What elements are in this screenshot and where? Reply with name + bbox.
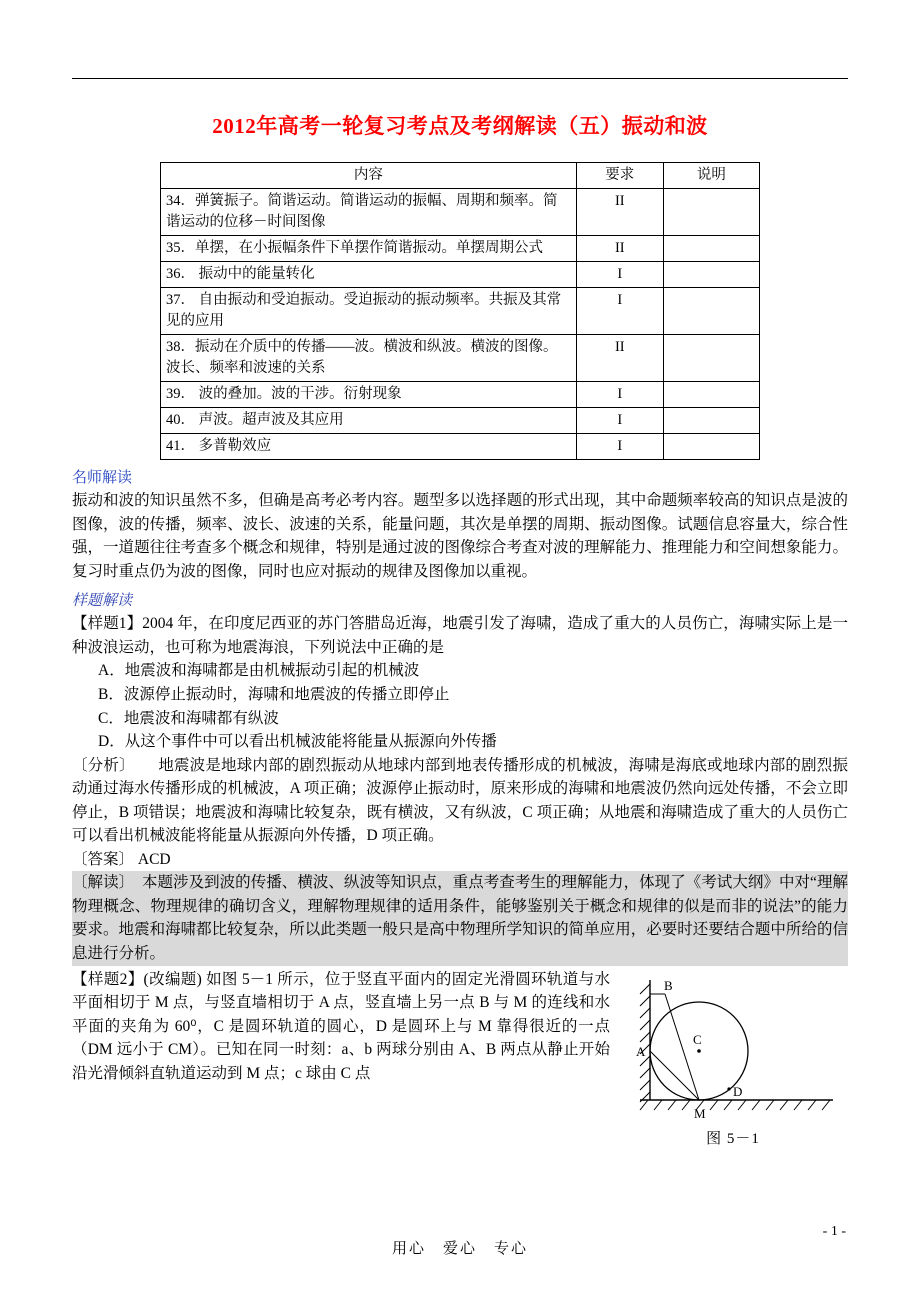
label-M: M <box>694 1105 706 1120</box>
answer-paragraph <box>72 848 848 872</box>
row-requirement: I <box>576 382 663 408</box>
row-requirement: I <box>576 288 663 335</box>
column-header-note: 说明 <box>663 163 759 189</box>
table-row <box>161 382 760 408</box>
row-note <box>663 288 759 335</box>
row-requirement: I <box>576 262 663 288</box>
row-requirement: I <box>576 408 663 434</box>
header-rule <box>72 78 848 79</box>
row-content: 38．振动在介质中的传播——波。横波和纵波。横波的图像。波长、频率和波速的关系 <box>161 335 577 382</box>
sample1-option-a: A．地震波和海啸都是由机械振动引起的机械波 <box>98 662 420 680</box>
analysis-text: 地震波是地球内部的剧烈振动从地球内部到地表传播形成的机械波，海啸是海底或地球内部的剧烈振动通过海水传播形成的机械波，A 项正确；波源停止振动时，原来形成的海啸和地震波仍然向远处传播，不会立即停止，B 项错误；地震波和海啸比较复杂，既有横波，又有纵波，C 项正确；从地震和海啸造成了重大的人员伤亡可以看出机械波能将能量从振源向外传播，D 项正确。 <box>72 756 848 845</box>
label-C: C <box>693 1031 702 1047</box>
table-row <box>161 408 760 434</box>
table-row <box>161 189 760 236</box>
table-row <box>161 434 760 460</box>
row-note <box>663 189 759 236</box>
row-content: 37． 自由振动和受迫振动。受迫振动的振动频率。共振及其常见的应用 <box>161 288 577 335</box>
row-note <box>663 335 759 382</box>
row-note <box>663 434 759 460</box>
label-D: D <box>733 1083 743 1099</box>
page-number: - 1 - <box>822 1224 846 1239</box>
sample2-block <box>72 968 848 1147</box>
label-A: A <box>636 1043 646 1059</box>
sample1-option-c: C．地震波和海啸都有纵波 <box>98 709 279 727</box>
explain-label: 〔解读〕 <box>72 874 127 892</box>
column-header-content: 内容 <box>161 163 577 189</box>
table-row <box>161 288 760 335</box>
row-content: 35．单摆，在小振幅条件下单摆作简谐振动。单摆周期公式 <box>161 236 577 262</box>
table-header-row <box>161 163 760 189</box>
row-note <box>663 408 759 434</box>
row-requirement: II <box>576 236 663 262</box>
sample1-option-d: D．从这个事件中可以看出机械波能将能量从振源向外传播 <box>98 733 497 751</box>
row-content: 36． 振动中的能量转化 <box>161 262 577 288</box>
section-heading-teacher: 名师解读 <box>72 470 133 487</box>
table-row <box>161 236 760 262</box>
teacher-paragraph: 振动和波的知识虽然不多，但确是高考必考内容。题型多以选择题的形式出现，其中命题频率较高的知识点是波的图像，波的传播，频率、波长、波速的关系，能量问题，其次是单摆的周期、振动图像。试题信息容量大，综合性强，一道题往往考查多个概念和规律，特别是通过波的图像综合考查对波的理解能力、推理能力和空间想象能力。复习时重点仍为波的图像，同时也应对振动的规律及图像加以重视。 <box>72 492 848 580</box>
row-content: 34．弹簧振子。简谐运动。简谐运动的振幅、周期和频率。简谐运动的位移－时间图像 <box>161 189 577 236</box>
row-content: 39． 波的叠加。波的干涉。衍射现象 <box>161 382 577 408</box>
sample2-paragraph: 【样题2】(改编题) 如图 5－1 所示，位于竖直平面内的固定光滑圆环轨道与水平面相切于 M 点，与竖直墙相切于 A 点，竖直墙上另一点 B 与 M 的连线和水平面的夹角为 60⁰，C 是圆环轨道的圆心，D 是圆环上与 M 靠得很近的一点（DM 远小于 CM）。已知在同一时刻：a、b 两球分别由 A、B 两点从静止开始沿光滑倾斜直轨道运动到 M 点；c 球由 C 点 <box>72 970 610 1082</box>
analysis-label: 〔分析〕 <box>72 756 127 774</box>
figure-diagram <box>618 970 848 1120</box>
explain-text: 本题涉及到波的传播、横波、纵波等知识点，重点考查考生的理解能力，体现了《考试大纲》中对“理解物理概念、物理规律的确切含义，理解物理规律的适用条件，能够鉴别关于概念和规律的似是而非的说法”的能力要求。地震和海啸都比较复杂，所以此类题一般只是高中物理所学知识的简单应用，必要时还要结合题中所给的信息进行分析。 <box>72 874 848 963</box>
analysis-paragraph <box>72 754 848 848</box>
page-footer: 用心 爱心 专心 <box>391 1241 528 1257</box>
label-B: B <box>664 977 673 993</box>
row-requirement: II <box>576 335 663 382</box>
explain-paragraph <box>72 871 848 965</box>
column-header-requirement: 要求 <box>576 163 663 189</box>
row-note <box>663 236 759 262</box>
figure-caption: 图 5－1 <box>706 1130 760 1147</box>
section-heading-sample: 样题解读 <box>72 593 133 610</box>
table-row <box>161 262 760 288</box>
row-requirement: I <box>576 434 663 460</box>
row-note <box>663 262 759 288</box>
row-content: 41． 多普勒效应 <box>161 434 577 460</box>
row-requirement: II <box>576 189 663 236</box>
answer-text: ACD <box>137 850 171 868</box>
answer-label: 〔答案〕 <box>72 850 135 868</box>
page-title: 2012年高考一轮复习考点及考纲解读（五）振动和波 <box>212 114 708 138</box>
sample1-option-b: B．波源停止振动时，海啸和地震波的传播立即停止 <box>98 686 450 704</box>
row-content: 40． 声波。超声波及其应用 <box>161 408 577 434</box>
row-note <box>663 382 759 408</box>
figure-5-1 <box>618 970 848 1148</box>
table-row <box>161 335 760 382</box>
sample1-stem: 【样题1】2004 年，在印度尼西亚的苏门答腊岛近海，地震引发了海啸，造成了重大的人员伤亡，海啸实际上是一种波浪运动，也可称为地震海浪，下列说法中正确的是 <box>72 615 848 656</box>
syllabus-table <box>160 162 760 460</box>
